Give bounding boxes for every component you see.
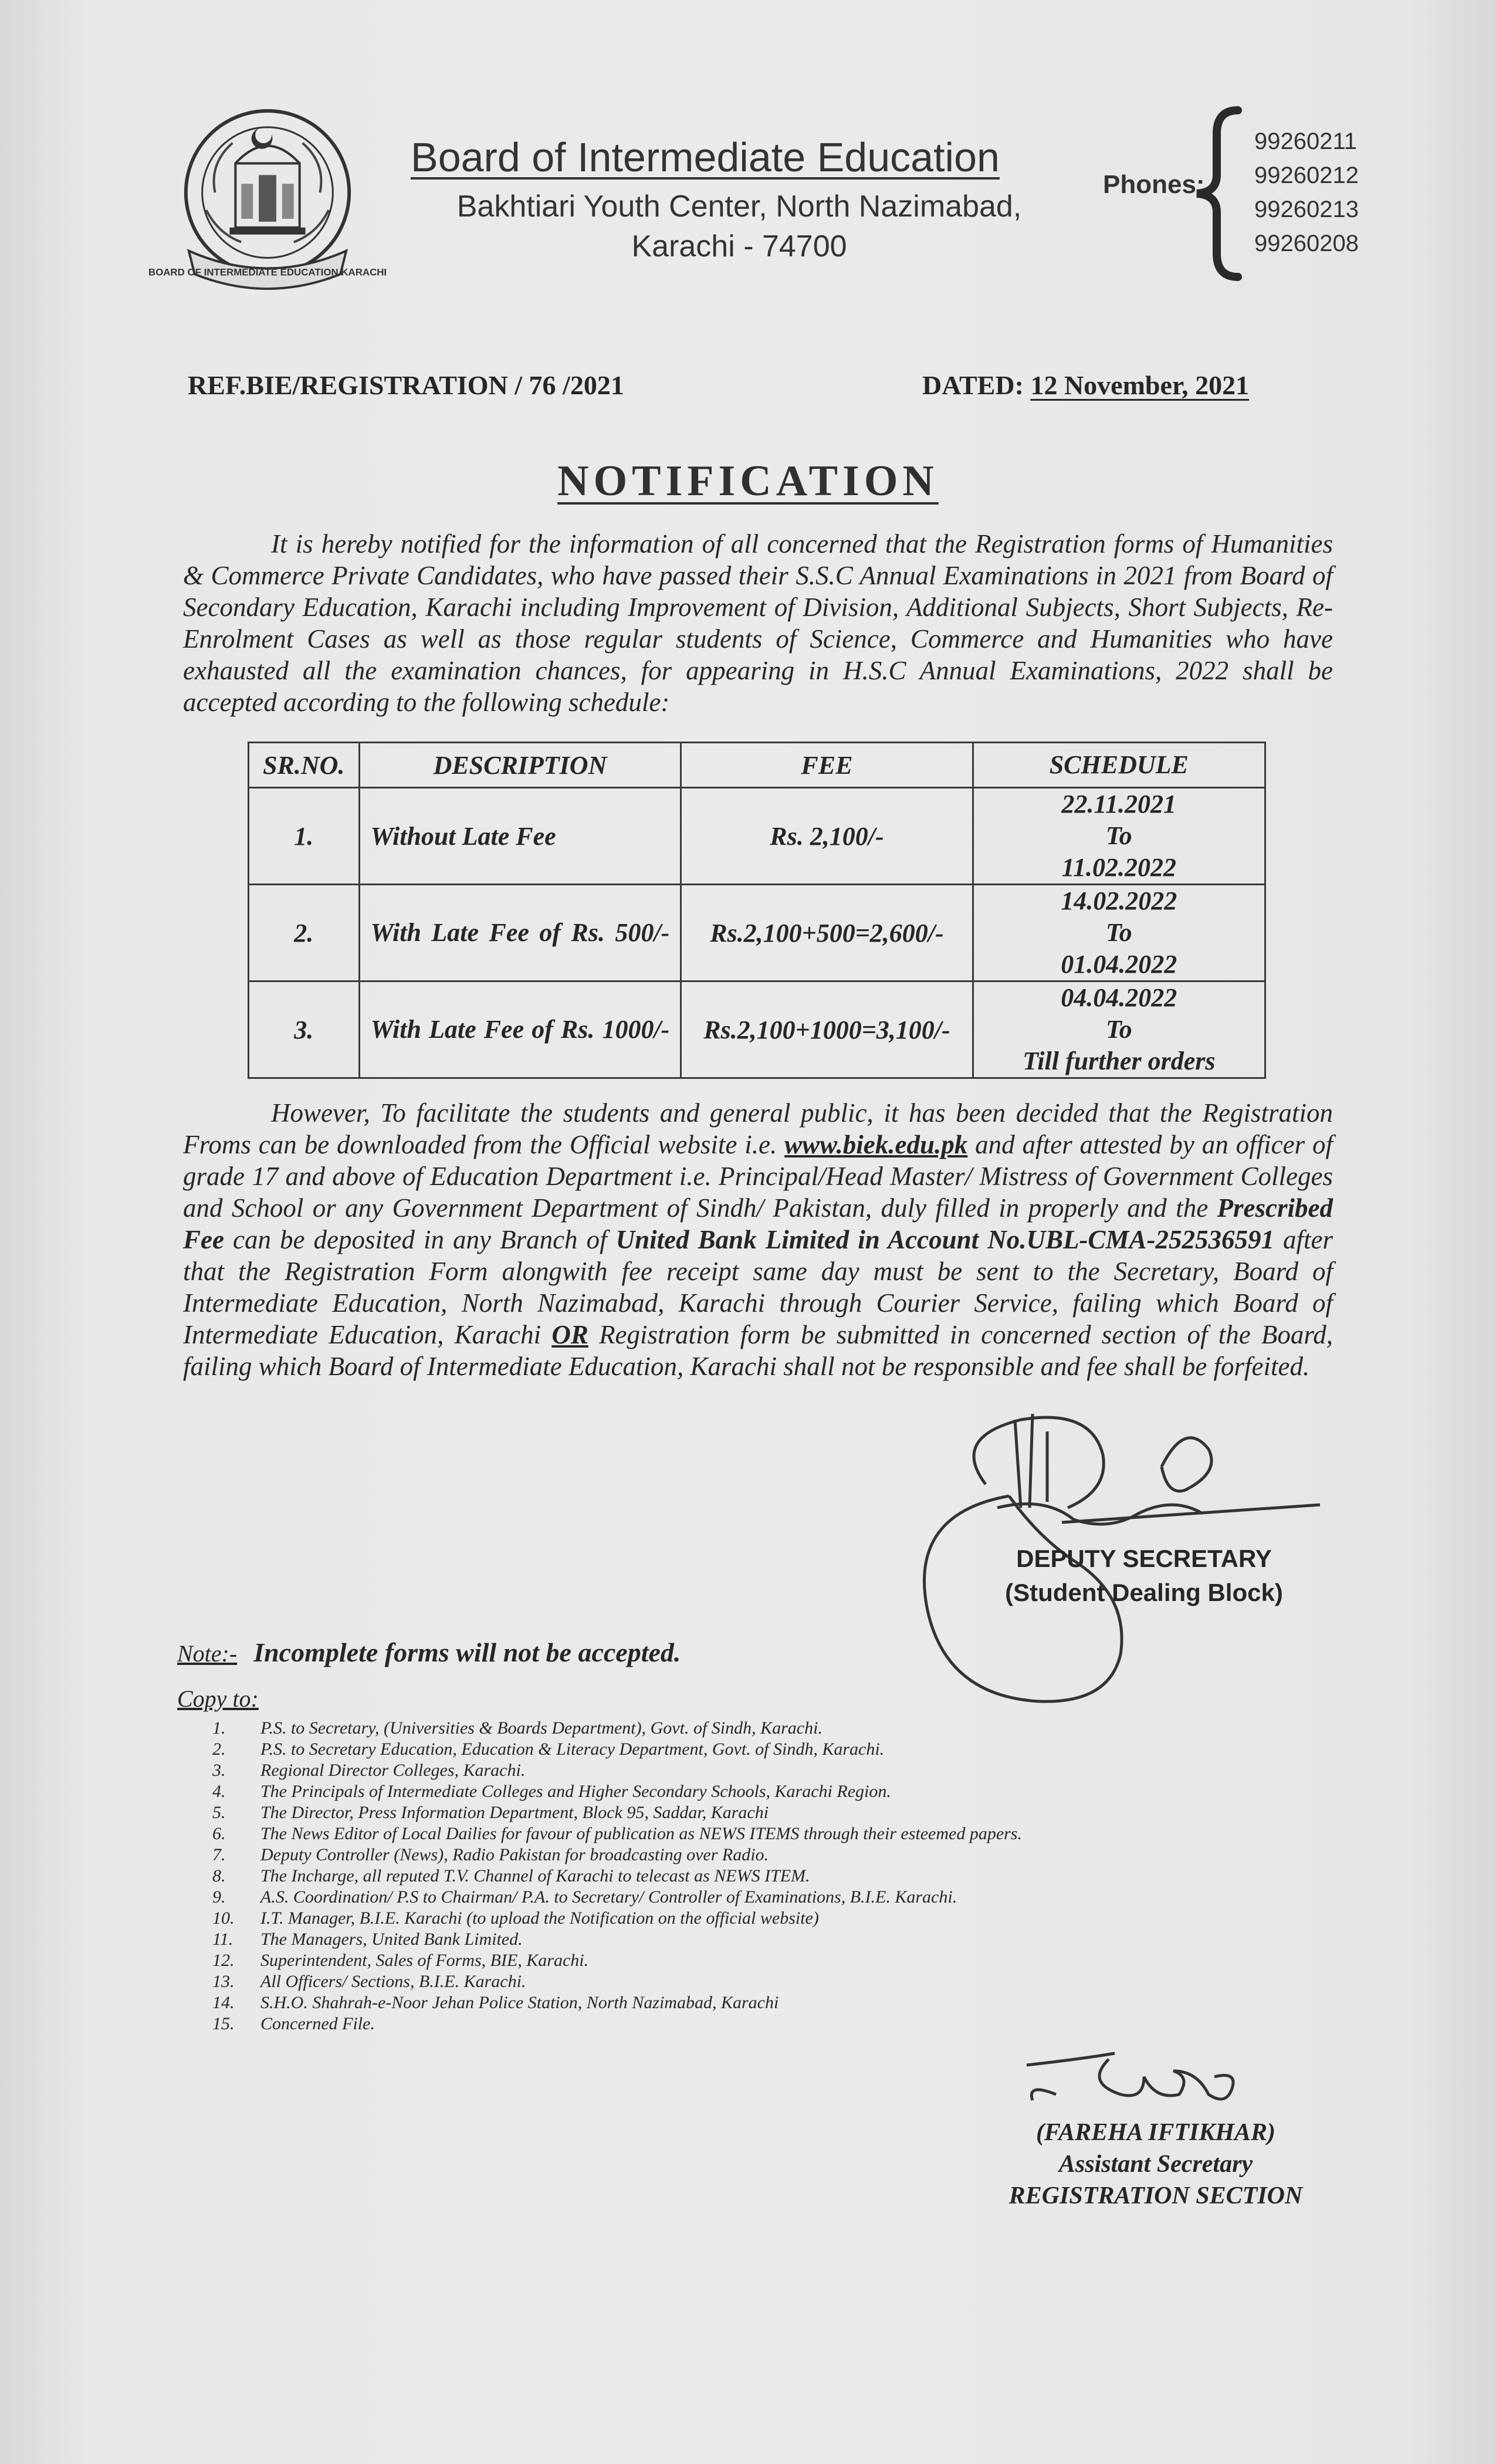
board-seal-logo: [148, 104, 387, 316]
signatory-title: Assistant Secretary: [1058, 2151, 1253, 2178]
header-schedule: SCHEDULE: [973, 743, 1265, 788]
schedule-to: To: [1105, 918, 1132, 947]
item-text: Deputy Controller (News), Radio Pakistan for broadcasting over Radio.: [260, 1845, 769, 1864]
list-item: [212, 1781, 1210, 1802]
header-sr-no: SR.NO.: [249, 743, 360, 788]
cell-schedule: [973, 981, 1265, 1078]
item-number: 11.: [212, 1930, 233, 1949]
copy-to-title: Copy to:: [177, 1685, 259, 1712]
address-line-2: Karachi - 74700: [631, 229, 847, 263]
heading-text: NOTIFICATION: [557, 457, 939, 505]
website-link[interactable]: www.biek.edu.pk: [784, 1130, 968, 1159]
schedule-from: 14.02.2022: [1061, 886, 1177, 915]
schedule-until: 11.02.2022: [1061, 853, 1177, 882]
para-text: and after attested by an officer of grade 17 and above of Education Department i.e. Principal/Head Master/ Mistress of Government Colleges and School or any Government Department of Sindh/ Pakistan, duly filled in properly and the: [183, 1130, 1333, 1223]
schedule-until: 01.04.2022: [1061, 950, 1177, 979]
deputy-secretary-block: [898, 1542, 1390, 1610]
item-number: 15.: [212, 2014, 235, 2033]
item-text: The Managers, United Bank Limited.: [260, 1930, 523, 1949]
item-number: 14.: [212, 1993, 235, 2012]
item-text: P.S. to Secretary, (Universities & Boards Department), Govt. of Sindh, Karachi.: [260, 1718, 823, 1738]
item-number: 10.: [212, 1908, 235, 1928]
item-text: I.T. Manager, B.I.E. Karachi (to upload the Notification on the official website): [260, 1908, 819, 1928]
para-text: However, To facilitate the students and general public, it has been decided that the Registration Froms can be downloaded from the Official website i.e.: [183, 1098, 1333, 1159]
item-text: All Officers/ Sections, B.I.E. Karachi.: [260, 1972, 526, 1991]
note-label: Note:-: [177, 1640, 238, 1667]
phones-label: Phones:: [1103, 170, 1205, 199]
reference-number: REF.BIE/REGISTRATION / 76 /2021: [188, 370, 624, 400]
cell-sr: 3.: [249, 981, 360, 1078]
item-number: 6.: [212, 1824, 226, 1843]
item-text: The News Editor of Local Dailies for favour of publication as NEWS ITEMS through their esteemed papers.: [260, 1824, 1022, 1843]
list-item: [212, 1971, 1210, 1992]
organization-address: [422, 187, 1056, 266]
item-number: 13.: [212, 1972, 235, 1991]
assistant-secretary-signature: [1021, 2042, 1255, 2112]
list-item: [212, 1760, 1210, 1781]
item-number: 3.: [212, 1761, 226, 1780]
item-number: 1.: [212, 1718, 226, 1738]
signatory-department: (Student Dealing Block): [1005, 1579, 1283, 1606]
signatory-section: REGISTRATION SECTION: [1008, 2182, 1303, 2209]
item-text: P.S. to Secretary Education, Education & Literacy Department, Govt. of Sindh, Karachi.: [260, 1739, 885, 1759]
item-text: The Incharge, all reputed T.V. Channel of Karachi to telecast as NEWS ITEM.: [260, 1866, 810, 1886]
item-number: 4.: [212, 1782, 226, 1801]
seal-text: BOARD OF INTERMEDIATE EDUCATION KARACHI: [148, 266, 387, 278]
table-row: [249, 885, 1265, 981]
cell-fee: Rs. 2,100/-: [681, 788, 973, 885]
table-row: [249, 981, 1265, 1078]
list-item: [212, 1823, 1210, 1844]
item-text: A.S. Coordination/ P.S to Chairman/ P.A. to Secretary/ Controller of Examinations, B.I.E. Karachi.: [260, 1887, 957, 1907]
date-label: DATED:: [922, 370, 1024, 400]
list-item: [212, 1739, 1210, 1760]
header-description: DESCRIPTION: [359, 743, 681, 788]
phone-number: 99260208: [1254, 231, 1359, 256]
list-item: [212, 1908, 1210, 1929]
item-number: 5.: [212, 1803, 226, 1822]
item-text: The Director, Press Information Department, Block 95, Saddar, Karachi: [260, 1803, 769, 1822]
item-number: 9.: [212, 1887, 226, 1907]
phone-number: 99260211: [1254, 128, 1357, 154]
item-text: Regional Director Colleges, Karachi.: [260, 1761, 526, 1780]
paragraph-instructions: [183, 1097, 1333, 1382]
prescribed-fee-text: Prescribed Fee: [183, 1193, 1333, 1254]
list-item: [212, 1887, 1210, 1908]
item-text: Concerned File.: [260, 2014, 375, 2033]
item-text: The Principals of Intermediate Colleges and Higher Secondary Schools, Karachi Region.: [260, 1782, 891, 1801]
cell-description: With Late Fee of Rs. 1000/-: [359, 981, 681, 1078]
notification-heading: [0, 456, 1496, 506]
cell-sr: 2.: [249, 885, 360, 981]
paragraph-intro: It is hereby notified for the information of all concerned that the Registration forms of Humanities & Commerce Private Candidates, who have passed their S.S.C Annual Examinations in 2021 from Board of Secondary Education, Karachi including Improvement of Division, Additional Subjects, Short Subjects, Re-Enrolment Cases as well as those regular students of Science, Commerce and Humanities who have exhausted all the examination chances, for appearing in H.S.C Annual Examinations, 2022 shall be accepted according to the following schedule:: [183, 529, 1333, 717]
cell-schedule: [973, 788, 1265, 885]
schedule-from: 04.04.2022: [1061, 983, 1177, 1012]
schedule-to: To: [1105, 1015, 1132, 1044]
list-item: [212, 1929, 1210, 1950]
list-item: [212, 1992, 1210, 2013]
list-item: [212, 1802, 1210, 1823]
organization-name: Board of Intermediate Education: [411, 134, 1000, 180]
list-item: [212, 1866, 1210, 1887]
schedule-from: 22.11.2021: [1061, 790, 1177, 818]
date-value: 12 November, 2021: [1030, 370, 1250, 400]
list-item: [212, 1844, 1210, 1866]
signatory-name: (FAREHA IFTIKHAR): [1035, 2119, 1276, 2146]
copy-to-list: [212, 1718, 1210, 2035]
item-number: 12.: [212, 1951, 235, 1970]
bank-account-text: United Bank Limited in Account No.UBL-CMA-252536591: [615, 1225, 1274, 1254]
header-fee: FEE: [681, 743, 973, 788]
note-line: [177, 1637, 681, 1668]
assistant-secretary-block: [933, 2117, 1379, 2212]
address-line-1: Bakhtiari Youth Center, North Nazimabad,: [456, 189, 1022, 224]
table-row: [249, 788, 1265, 885]
cell-fee: Rs.2,100+1000=3,100/-: [681, 981, 973, 1078]
cell-schedule: [973, 885, 1265, 981]
schedule-until: Till further orders: [1023, 1047, 1216, 1075]
item-number: 7.: [212, 1845, 226, 1864]
list-item: [212, 1950, 1210, 1971]
signatory-title: DEPUTY SECRETARY: [1016, 1545, 1272, 1572]
cell-description: With Late Fee of Rs. 500/-: [359, 885, 681, 981]
item-text: S.H.O. Shahrah-e-Noor Jehan Police Station, North Nazimabad, Karachi: [260, 1993, 779, 2012]
date-line: [922, 370, 1249, 401]
schedule-to: To: [1105, 821, 1132, 850]
fee-schedule-table: [248, 742, 1266, 1079]
list-item: [212, 1718, 1210, 1739]
or-text: OR: [551, 1320, 588, 1349]
cell-description: Without Late Fee: [359, 788, 681, 885]
cell-sr: 1.: [249, 788, 360, 885]
table-header-row: [249, 743, 1265, 788]
para-text: Registration form be submitted in concerned section of the Board, failing which Board of Intermediate Education, Karachi shall not be responsible and fee shall be forfeited.: [183, 1320, 1333, 1381]
item-number: 2.: [212, 1739, 226, 1759]
cell-fee: Rs.2,100+500=2,600/-: [681, 885, 973, 981]
phone-numbers: [1254, 124, 1359, 260]
note-text: Incomplete forms will not be accepted.: [253, 1637, 681, 1667]
phone-number: 99260212: [1254, 163, 1359, 188]
para-text: can be deposited in any Branch of: [224, 1225, 616, 1254]
phone-number: 99260213: [1254, 197, 1359, 222]
item-text: Superintendent, Sales of Forms, BIE, Karachi.: [260, 1951, 589, 1970]
item-number: 8.: [212, 1866, 226, 1886]
brace-icon: [1191, 106, 1244, 282]
list-item: [212, 2013, 1210, 2035]
para-text: after that the Registration Form alongwith fee receipt same day must be sent to the Secretary, Board of Intermediate Education, North Nazimabad, Karachi through Courier Service, failing which Board of Intermediate Education, Karachi: [183, 1225, 1333, 1349]
